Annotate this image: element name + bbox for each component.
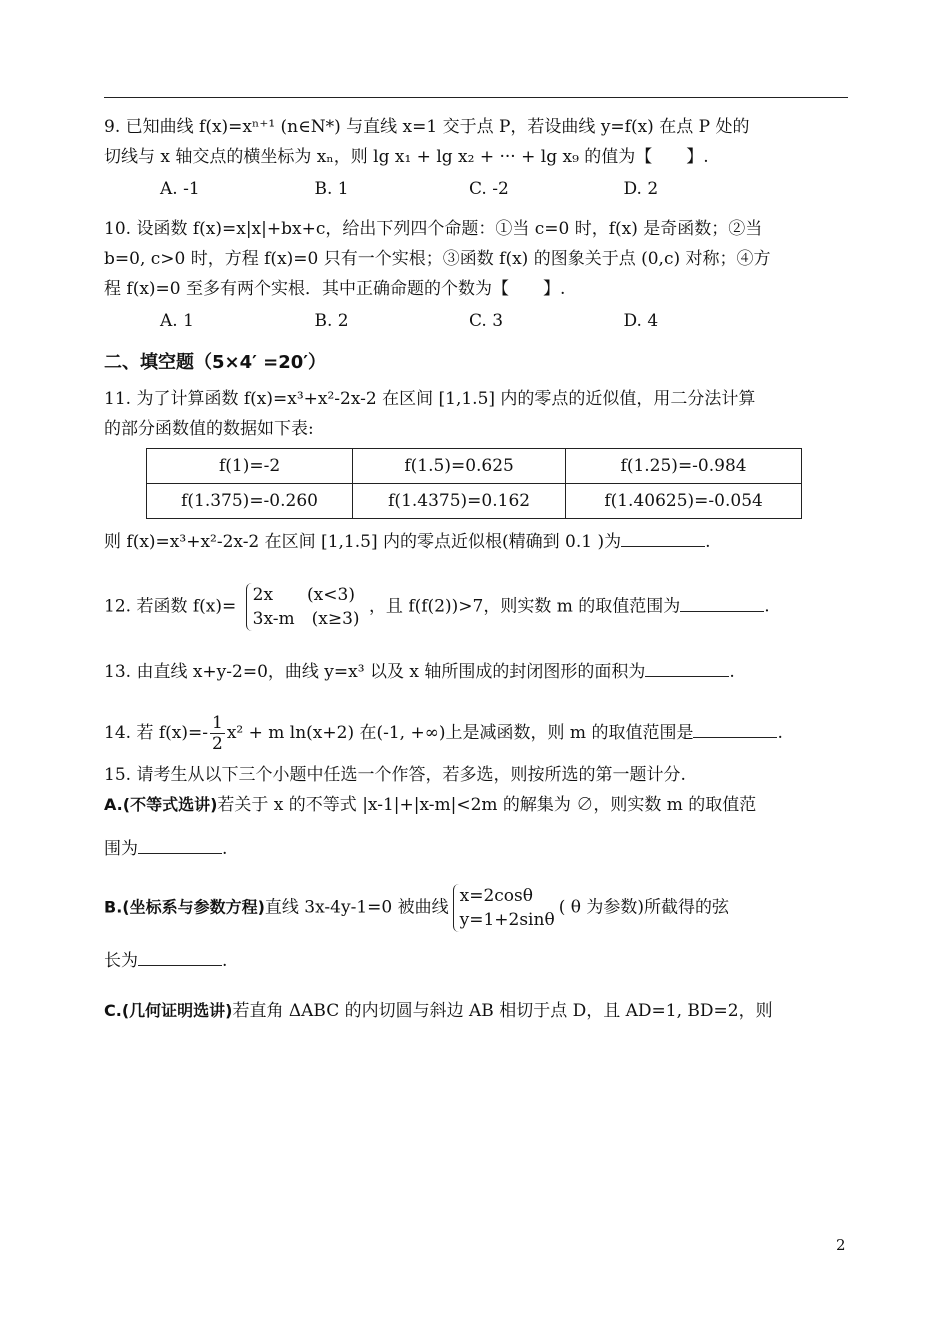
q12-suffix: ，且 f(f(2))>7，则实数 m 的取值范围为 <box>368 596 681 617</box>
q9-option-c: C. -2 <box>469 179 509 199</box>
table-cell: f(1)=-2 <box>147 449 353 484</box>
q11-line3-text: 则 f(x)=x³+x²-2x-2 在区间 [1,1.5] 内的零点近似根(精确到 0.1 )为 <box>104 532 622 552</box>
q14-line <box>104 713 848 754</box>
q15-a-answer-blank <box>138 835 222 854</box>
q15-a-text2: 围为 <box>104 839 138 859</box>
q10-option-d: D. 4 <box>623 311 659 331</box>
q15-a-line2 <box>104 834 848 864</box>
q14-prefix: 14. 若 f(x)=- <box>104 723 208 743</box>
q11-line2: 的部分函数值的数据如下表: <box>104 419 314 439</box>
q12-end: . <box>764 596 770 617</box>
q11-line3 <box>104 527 848 557</box>
q15-b-param-curve <box>453 884 555 932</box>
q15-c-label: C.(几何证明选讲) <box>104 1001 233 1020</box>
q12-case-1: 2x (x<3) <box>252 585 355 605</box>
q12-line <box>104 583 848 631</box>
table-cell: f(1.4375)=0.162 <box>353 484 566 519</box>
q12-answer-blank <box>680 593 764 612</box>
question-13 <box>104 657 848 687</box>
question-14 <box>104 713 848 754</box>
page-number: 2 <box>836 1236 846 1254</box>
q10-option-b: B. 2 <box>314 311 349 331</box>
q14-end: . <box>777 723 783 743</box>
table-cell: f(1.25)=-0.984 <box>566 449 802 484</box>
q15-a-text: 若关于 x 的不等式 |x-1|+|x-m|<2m 的解集为 ∅，则实数 m 的取值范 <box>217 795 757 815</box>
q14-fraction <box>210 713 225 754</box>
q13-line <box>104 657 848 687</box>
q15-b-label: B.(坐标系与参数方程) <box>104 897 265 917</box>
q10-line3: 程 f(x)=0 至多有两个实根．其中正确命题的个数为【 】. <box>104 279 566 299</box>
q15-c-line1 <box>104 996 848 1026</box>
q15-a-end: . <box>222 839 228 859</box>
q9-option-d: D. 2 <box>623 179 659 199</box>
q12-piecewise <box>246 583 360 631</box>
table-cell: f(1.375)=-0.260 <box>147 484 353 519</box>
q15-b-text3: 长为 <box>104 951 138 971</box>
q11-end: . <box>705 532 711 552</box>
q15-b-line2 <box>104 946 848 976</box>
q13-end: . <box>729 662 735 682</box>
q10-line1: 10. 设函数 f(x)=x|x|+bx+c，给出下列四个命题：①当 c=0 时，f(x) 是奇函数；②当 <box>104 219 763 239</box>
q14-suffix: x² + m ln(x+2) 在(-1, +∞)上是减函数，则 m 的取值范围是 <box>226 723 694 743</box>
question-12 <box>104 583 848 631</box>
q9-options <box>104 174 848 204</box>
q15-c-text: 若直角 ΔABC 的内切圆与斜边 AB 相切于点 D，且 AD=1, BD=2，则 <box>232 1001 773 1021</box>
table-cell: f(1.40625)=-0.054 <box>566 484 802 519</box>
q9-line1: 9. 已知曲线 f(x)=xⁿ⁺¹ (n∈N*) 与直线 x=1 交于点 P，若设曲线 y=f(x) 在点 P 处的 <box>104 117 750 137</box>
q15-b-text2: ( θ 为参数)所截得的弦 <box>558 897 729 918</box>
table-row <box>147 484 802 519</box>
q15-a-line1 <box>104 790 848 820</box>
exam-page <box>104 112 848 1032</box>
q9-line2: 切线与 x 轴交点的横坐标为 xₙ，则 lg x₁ + lg x₂ + ··· + lg x₉ 的值为【 】. <box>104 147 709 167</box>
question-15 <box>104 760 848 1026</box>
q11-line1: 11. 为了计算函数 f(x)=x³+x²-2x-2 在区间 [1,1.5] 内的零点的近似值，用二分法计算 <box>104 389 756 409</box>
q12-case-2: 3x-m (x≥3) <box>252 609 360 629</box>
table-cell: f(1.5)=0.625 <box>353 449 566 484</box>
q14-numerator: 1 <box>211 713 223 733</box>
q10-option-c: C. 3 <box>469 311 504 331</box>
q15-b-line1 <box>104 884 848 932</box>
table-row <box>147 449 802 484</box>
q14-answer-blank <box>693 719 777 738</box>
q15-b-text1: 直线 3x-4y-1=0 被曲线 <box>264 897 449 918</box>
q11-answer-blank <box>621 528 705 547</box>
q15-b-answer-blank <box>138 947 222 966</box>
q10-line2: b=0, c>0 时，方程 f(x)=0 只有一个实根；③函数 f(x) 的图象关于点 (0,c) 对称；④方 <box>104 249 771 269</box>
section-2-title: 二、填空题（5×4′ =20′） <box>104 352 327 373</box>
q15-b-case-1: x=2cosθ <box>459 886 533 906</box>
q14-denominator: 2 <box>211 734 223 754</box>
q10-option-a: A. 1 <box>160 311 194 331</box>
q9-option-a: A. -1 <box>160 179 200 199</box>
question-10 <box>104 214 848 336</box>
question-11 <box>104 384 848 557</box>
q13-answer-blank <box>645 658 729 677</box>
bisection-values-table <box>146 448 802 519</box>
q13-text: 13. 由直线 x+y-2=0，曲线 y=x³ 以及 x 轴所围成的封闭图形的面积为 <box>104 662 646 682</box>
q15-a-label: A.(不等式选讲) <box>104 795 218 814</box>
header-rule <box>104 97 848 98</box>
q9-option-b: B. 1 <box>314 179 349 199</box>
q12-prefix: 12. 若函数 f(x)= <box>104 596 237 617</box>
q15-b-case-2: y=1+2sinθ <box>459 910 555 930</box>
question-9 <box>104 112 848 204</box>
q10-options <box>104 306 848 336</box>
q15-b-end: . <box>222 951 228 971</box>
q15-intro: 15. 请考生从以下三个小题中任选一个作答，若多选，则按所选的第一题计分. <box>104 765 686 785</box>
